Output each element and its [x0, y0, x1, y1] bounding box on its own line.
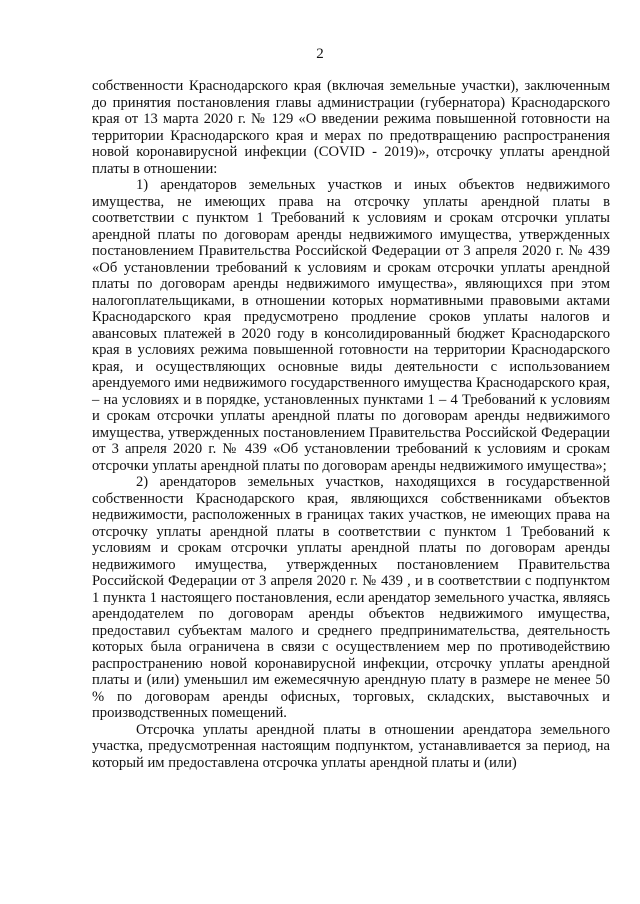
page-number: 2 [316, 46, 324, 62]
paragraph-item-1: 1) арендаторов земельных участков и иных объектов недвижимого имущества, не имеющих права на отсрочку уплаты арендной платы в соответствии с пунктом 1 Требований к условиям и срокам отсрочки уплаты арендной платы по договорам аренды недвижимого имущества, утвержденных постановлением Правительства Российской Федерации от 3 апреля 2020 г. № 439 «Об установлении требований к условиям и срокам отсрочки уплаты арендной платы по договорам аренды недвижимого имущества», являющихся при этом налогоплательщиками, в отношении которых нормативными правовыми актами Краснодарского края предусмотрено продление сроков уплаты налогов и авансовых платежей в 2020 году в консолидированный бюджет Краснодарского края в условиях режима повышенной готовности на территории Краснодарского края, и осуществляющих основные виды деятельности с использованием арендуемого ими недвижимого государственного имущества Краснодарского края, – на условиях и в порядке, установленных пунктами 1 – 4 Требований к условиям и срокам отсрочки уплаты арендной платы по договорам аренды недвижимого имущества, утвержденных постановлением Правительства Российской Федерации от 3 апреля 2020 г. № 439 «Об установлении требований к условиям и срокам отсрочки уплаты арендной платы по договорам аренды недвижимого имущества»; [92, 177, 610, 474]
paragraph-deferral: Отсрочка уплаты арендной платы в отношении арендатора земельного участка, предусмотренная настоящим подпунктом, устанавливается за период, на который им предоставлена отсрочка уплаты арендной платы и (или) [92, 721, 610, 771]
paragraph-item-2: 2) арендаторов земельных участков, находящихся в государственной собственности Краснодарского края, являющихся собственниками объектов недвижимости, расположенных в границах таких участков, не имеющих права на отсрочку уплаты арендной платы в соответствии с пунктом 1 Требований к условиям и срокам отсрочки уплаты арендной платы по договорам аренды недвижимого имущества, утвержденных постановлением Правительства Российской Федерации от 3 апреля 2020 г. № 439 , и в соответствии с подпунктом 1 пункта 1 настоящего постановления, если арендатор земельного участка, являясь арендодателем по договорам аренды объектов недвижимого имущества, предоставил субъектам малого и среднего предпринимательства, деятельность которых была ограничена в связи с осуществлением мер по противодействию распространению новой коронавирусной инфекции, отсрочку уплаты арендной платы и (или) уменьшил им ежемесячную арендную плату в размере не менее 50 % по договорам аренды офисных, торговых, складских, выставочных и производственных помещений. [92, 474, 610, 721]
paragraph-intro: собственности Краснодарского края (включая земельные участки), заключенным до принятия постановления главы администрации (губернатора) Краснодарского края от 13 марта 2020 г. № 129 «О введении режима повышенной готовности на территории Краснодарского края и мерах по предотвращению распространения новой коронавирусной инфекции (COVID - 2019)», отсрочку уплаты арендной платы в отношении: [92, 78, 610, 177]
document-body [92, 78, 610, 771]
